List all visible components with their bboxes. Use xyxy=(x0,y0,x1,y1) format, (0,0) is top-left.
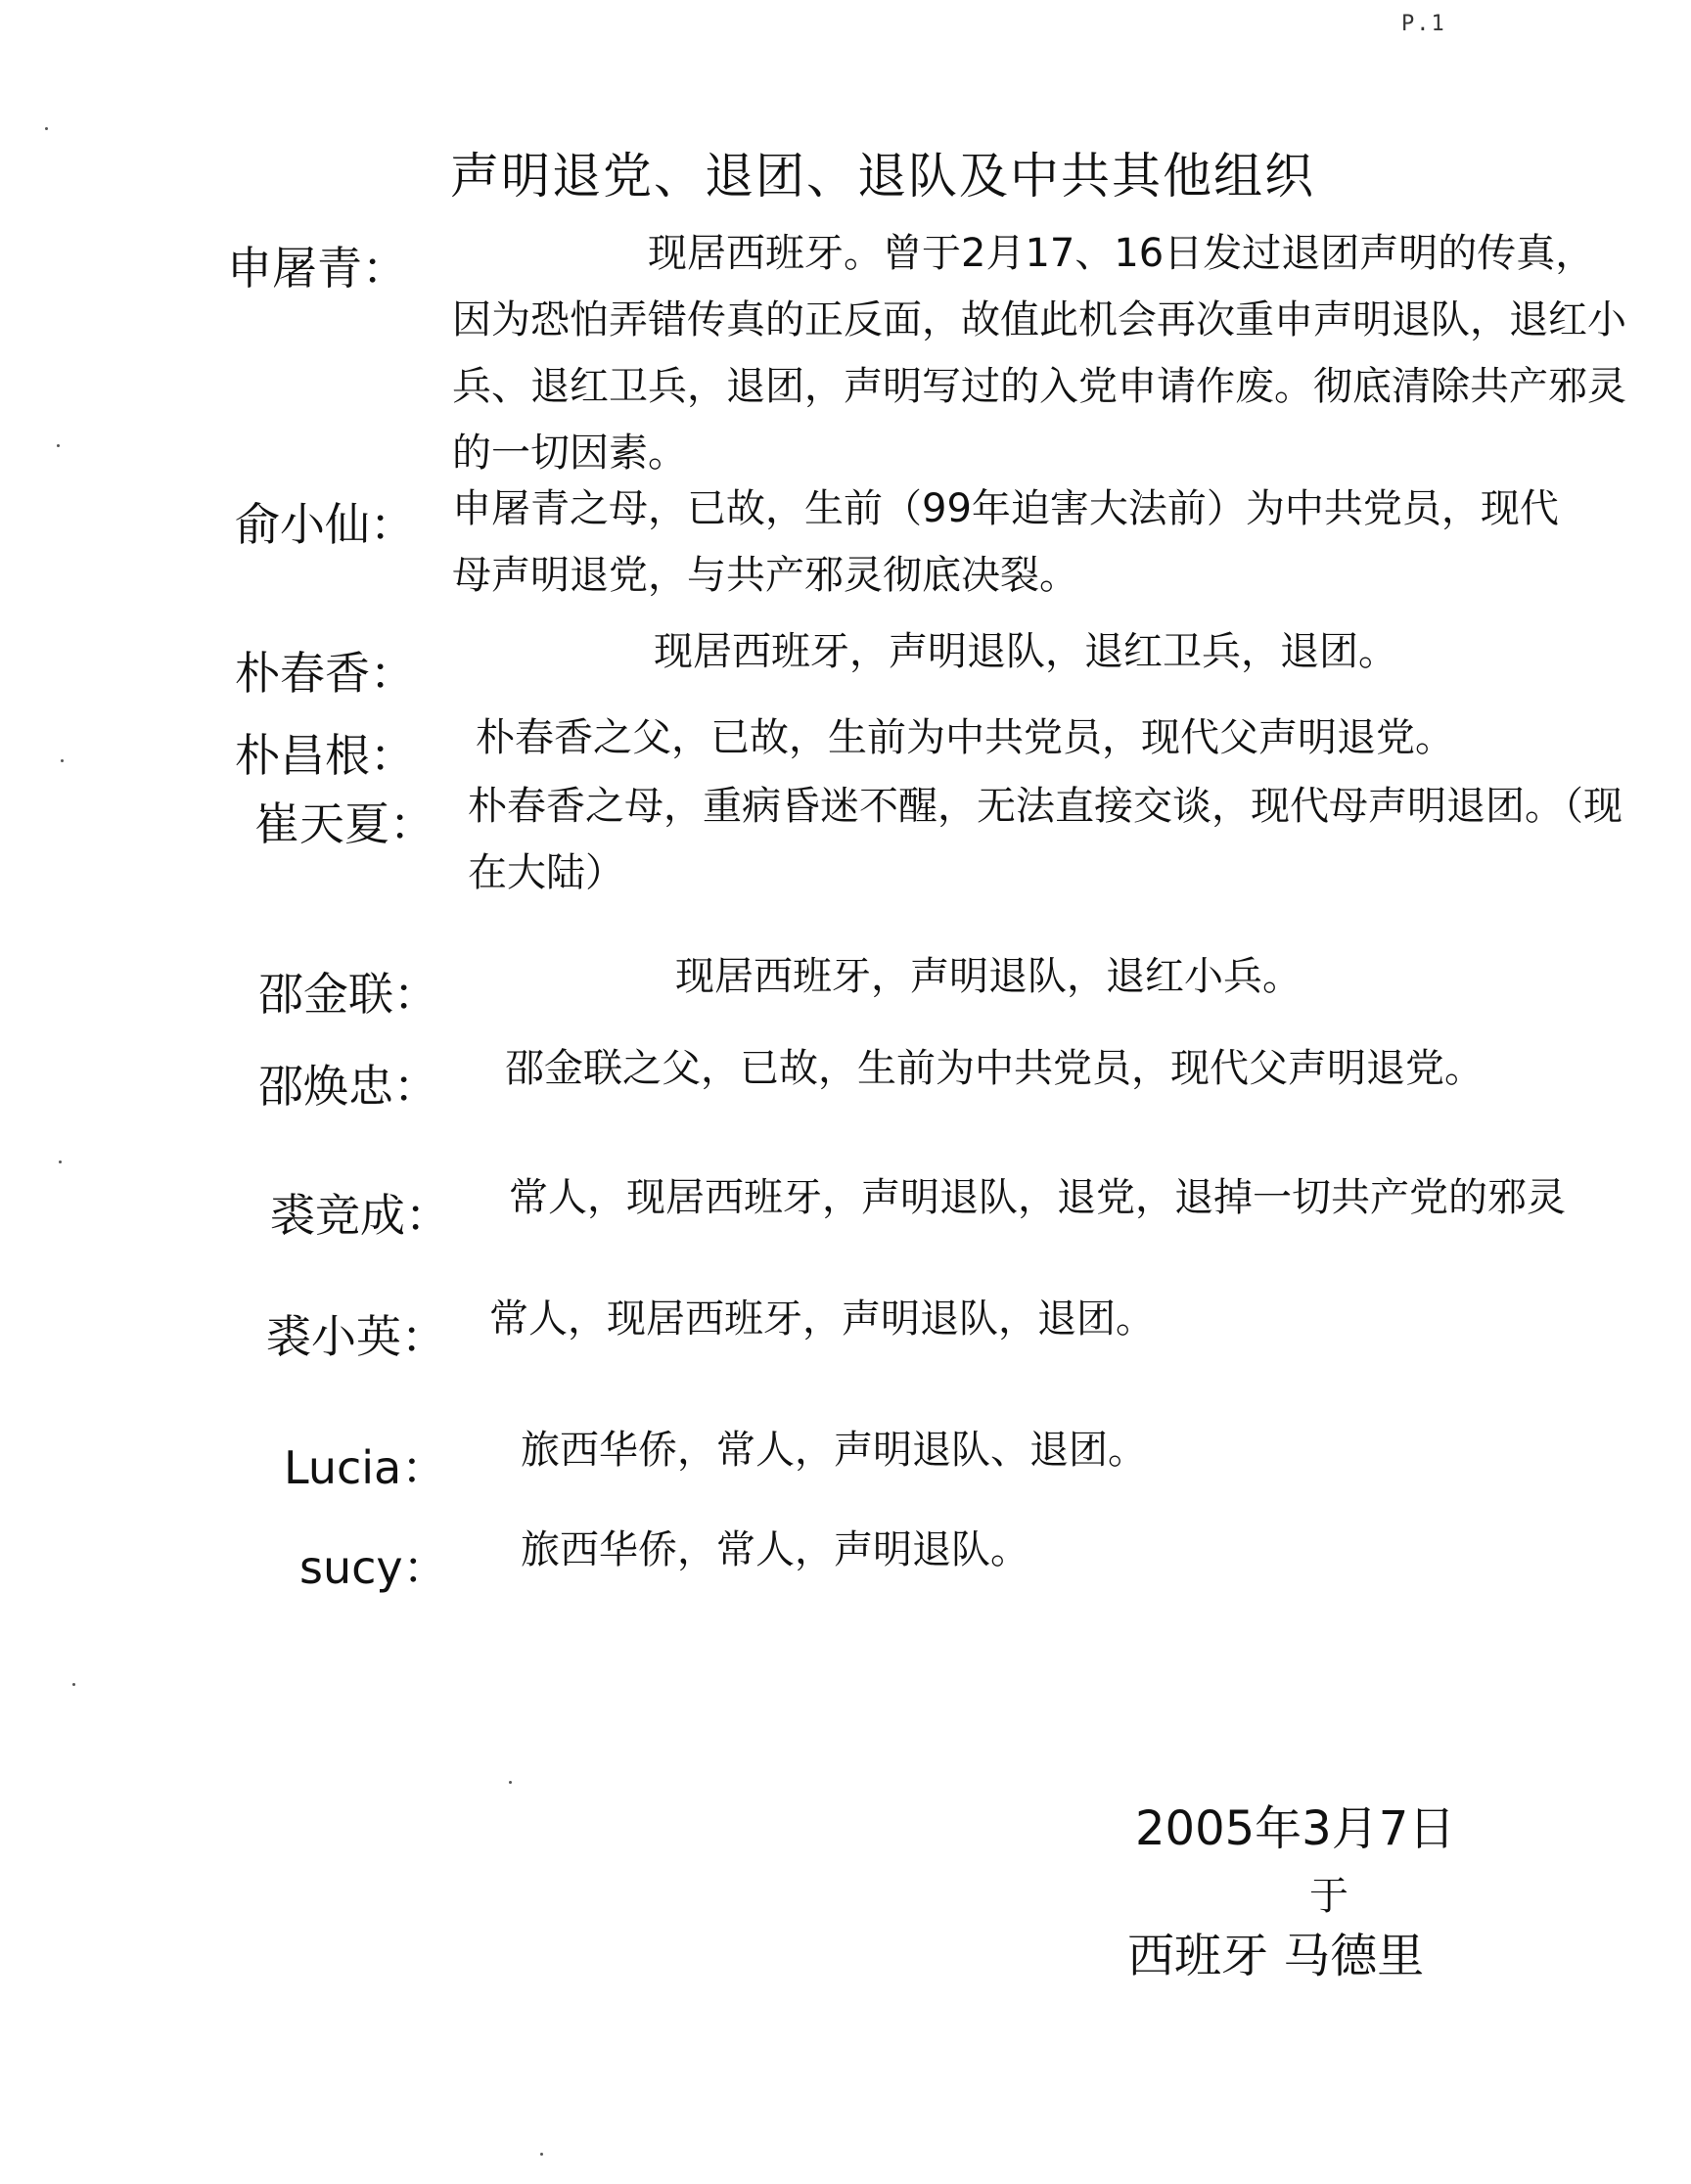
scan-speck xyxy=(540,2153,543,2156)
entry-text-qiu-jingcheng: 常人，现居西班牙，声明退队，退党，退掉一切共产党的邪灵 xyxy=(509,1175,1566,1220)
entry-text-yu-xiaoxian: 申屠青之母，已故，生前（99年迫害大法前）为中共党员，现代母声明退党，与共产邪灵彻底决裂。 xyxy=(452,486,1559,598)
entry-text-shentu-qing: 现居西班牙。曾于2月17、16日发过退团声明的传真，因为恐怕弄错传真的正反面，故值此机会再次重申声明退队，退红小兵、退红卫兵，退团，声明写过的入党申请作废。彻底清除共产邪灵的一切因素。 xyxy=(452,231,1626,476)
entry-text-lucia: 旅西华侨，常人，声明退队、退团。 xyxy=(521,1428,1147,1473)
entry-name-cui-tianxia: 崔天夏： xyxy=(254,797,434,850)
entry-text-qiu-xiaoying: 常人，现居西班牙，声明退队，退团。 xyxy=(489,1297,1155,1342)
entry-text-sucy: 旅西华侨，常人，声明退队。 xyxy=(521,1527,1029,1572)
scan-speck xyxy=(59,1160,62,1163)
entry-name-qiu-jingcheng: 裘竞成： xyxy=(270,1189,450,1242)
entry-name-shao-jinlian: 邵金联： xyxy=(258,968,438,1021)
scan-speck xyxy=(57,444,60,447)
entry-name-yu-xiaoxian: 俞小仙： xyxy=(235,498,415,551)
date: 2005年3月7日 xyxy=(1135,1801,1456,1856)
entry-text-shao-huanzhong: 邵金联之父，已故，生前为中共党员，现代父声明退党。 xyxy=(505,1046,1484,1091)
entry-text-shao-jinlian: 现居西班牙，声明退队，退红小兵。 xyxy=(675,954,1302,999)
entry-name-piao-changgen: 朴昌根： xyxy=(235,729,415,782)
entry-name-shao-huanzhong: 邵焕忠： xyxy=(258,1060,438,1113)
entry-name-sucy: sucy： xyxy=(299,1541,448,1594)
preposition-yu: 于 xyxy=(1309,1874,1348,1919)
entry-text-piao-chunxiang: 现居西班牙，声明退队，退红卫兵，退团。 xyxy=(654,629,1397,674)
entry-name-piao-chunxiang: 朴春香： xyxy=(235,647,415,700)
scan-speck xyxy=(61,759,64,762)
entry-text-piao-changgen: 朴春香之父，已故，生前为中共党员，现代父声明退党。 xyxy=(476,715,1454,760)
scan-speck xyxy=(72,1683,75,1686)
entry-text-cui-tianxia: 朴春香之母，重病昏迷不醒，无法直接交谈，现代母声明退团。（现在大陆） xyxy=(468,784,1622,895)
entry-name-shentu-qing: 申屠青： xyxy=(227,242,407,295)
scan-speck xyxy=(45,127,48,130)
scan-speck xyxy=(509,1781,512,1784)
entry-name-qiu-xiaoying: 裘小英： xyxy=(266,1310,446,1363)
document-title: 声明退党、退团、退队及中共其他组织 xyxy=(450,148,1315,205)
entry-name-lucia: Lucia： xyxy=(284,1441,447,1494)
page-number: P.1 xyxy=(1401,12,1446,36)
place-signature: 西班牙 马德里 xyxy=(1127,1929,1425,1983)
